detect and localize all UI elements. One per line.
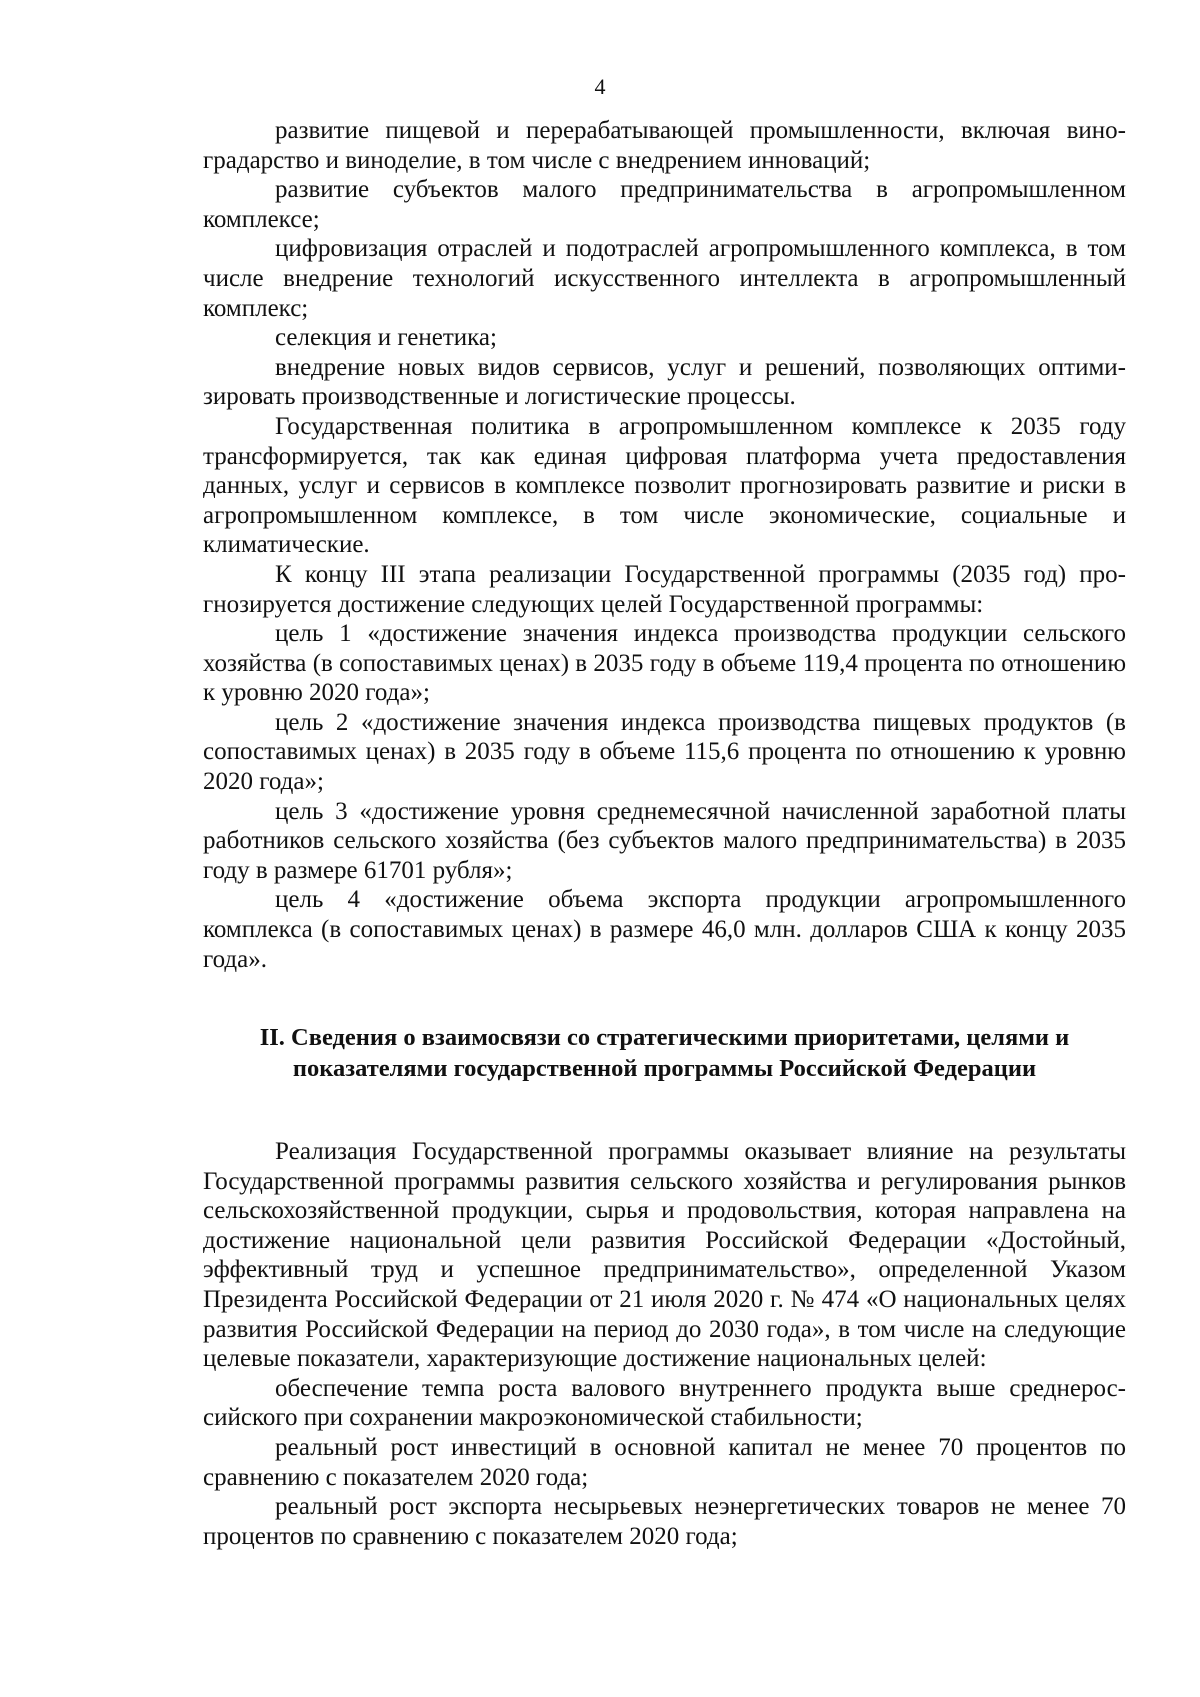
paragraph: Реализация Государственной программы оказывает влияние на результаты Государственной программы развития сельского хозяйства и регулирования рынков сельскохозяйственной продукции, сырья и продовольствия, которая направлена на достижение национальной цели развития Российской Федерации «Достойный, эффективный труд и успешное предпринимательство», определенной Указом Президента Российской Федерации от 21 июля 2020 г. № 474 «О национальных целях развития Российской Федерации на период до 2030 года», в том числе на следующие целевые показатели, характеризующие достижение национальных целей:	[203, 1138, 1126, 1373]
page-number: 4	[594, 74, 606, 99]
paragraph: развитие пищевой и перерабатывающей промышленности, включая виноградарство и виноделие, в том числе с внедрением инноваций;	[203, 117, 1126, 174]
paragraph: цель 1 «достижение значения индекса производства продукции сельского хозяйства (в сопоставимых ценах) в 2035 году в объеме 119,4 процента по отношению к уровню 2020 года»;	[203, 620, 1126, 707]
body-text-bottom	[203, 1137, 1126, 1551]
paragraph: цель 2 «достижение значения индекса производства пищевых продуктов (в сопоставимых ценах) в 2035 году в объеме 115,6 процента по отношению к уровню 2020 года»;	[203, 708, 1126, 796]
paragraph: реальный рост инвестиций в основной капитал не менее 70 процентов по сравнению с показателем 2020 года;	[203, 1433, 1126, 1491]
paragraph: Государственная политика в агропромышленном комплексе к 2035 году трансформируется, так как единая цифровая платформа учета предоставления данных, услуг и сервисов в комплексе позволит прогнозировать развитие и риски в агропромышленном комплексе, в том числе экономические, социальные и климатические.	[203, 412, 1126, 559]
section-heading: II. Сведения о взаимосвязи со стратегическими приоритетами, целями и показателями государственной программы Российской Федерации	[259, 1024, 1070, 1082]
paragraph: цель 4 «достижение объема экспорта продукции агропромышленного комплекса (в сопоставимых ценах) в размере 46,0 млн. долларов США к концу 2035 года».	[203, 886, 1126, 973]
paragraph: селекция и генетика;	[275, 324, 497, 352]
paragraph: внедрение новых видов сервисов, услуг и решений, позволяющих оптимизировать производственные и логистические процессы.	[203, 353, 1126, 411]
body-text-top	[203, 116, 1126, 974]
paragraph: реальный рост экспорта несырьевых неэнергетических товаров не менее 70 процентов по сравнению с показателем 2020 года;	[203, 1493, 1126, 1550]
paragraph: цель 3 «достижение уровня среднемесячной начисленной заработной платы работников сельского хозяйства (без субъектов малого предпринимательства) в 2035 году в размере 61701 рубля»;	[203, 797, 1126, 884]
paragraph: К концу III этапа реализации Государственной программы (2035 год) прогнозируется достижение следующих целей Государственной программы:	[203, 560, 1126, 618]
paragraph: цифровизация отраслей и подотраслей агропромышленного комплекса, в том числе внедрение технологий искусственного интеллекта в агропромышленный комплекс;	[203, 235, 1126, 322]
paragraph: обеспечение темпа роста валового внутреннего продукта выше среднероссийского при сохранении макроэкономической стабильности;	[203, 1374, 1126, 1432]
paragraph: развитие субъектов малого предпринимательства в агропромышленном комплексе;	[203, 176, 1126, 233]
